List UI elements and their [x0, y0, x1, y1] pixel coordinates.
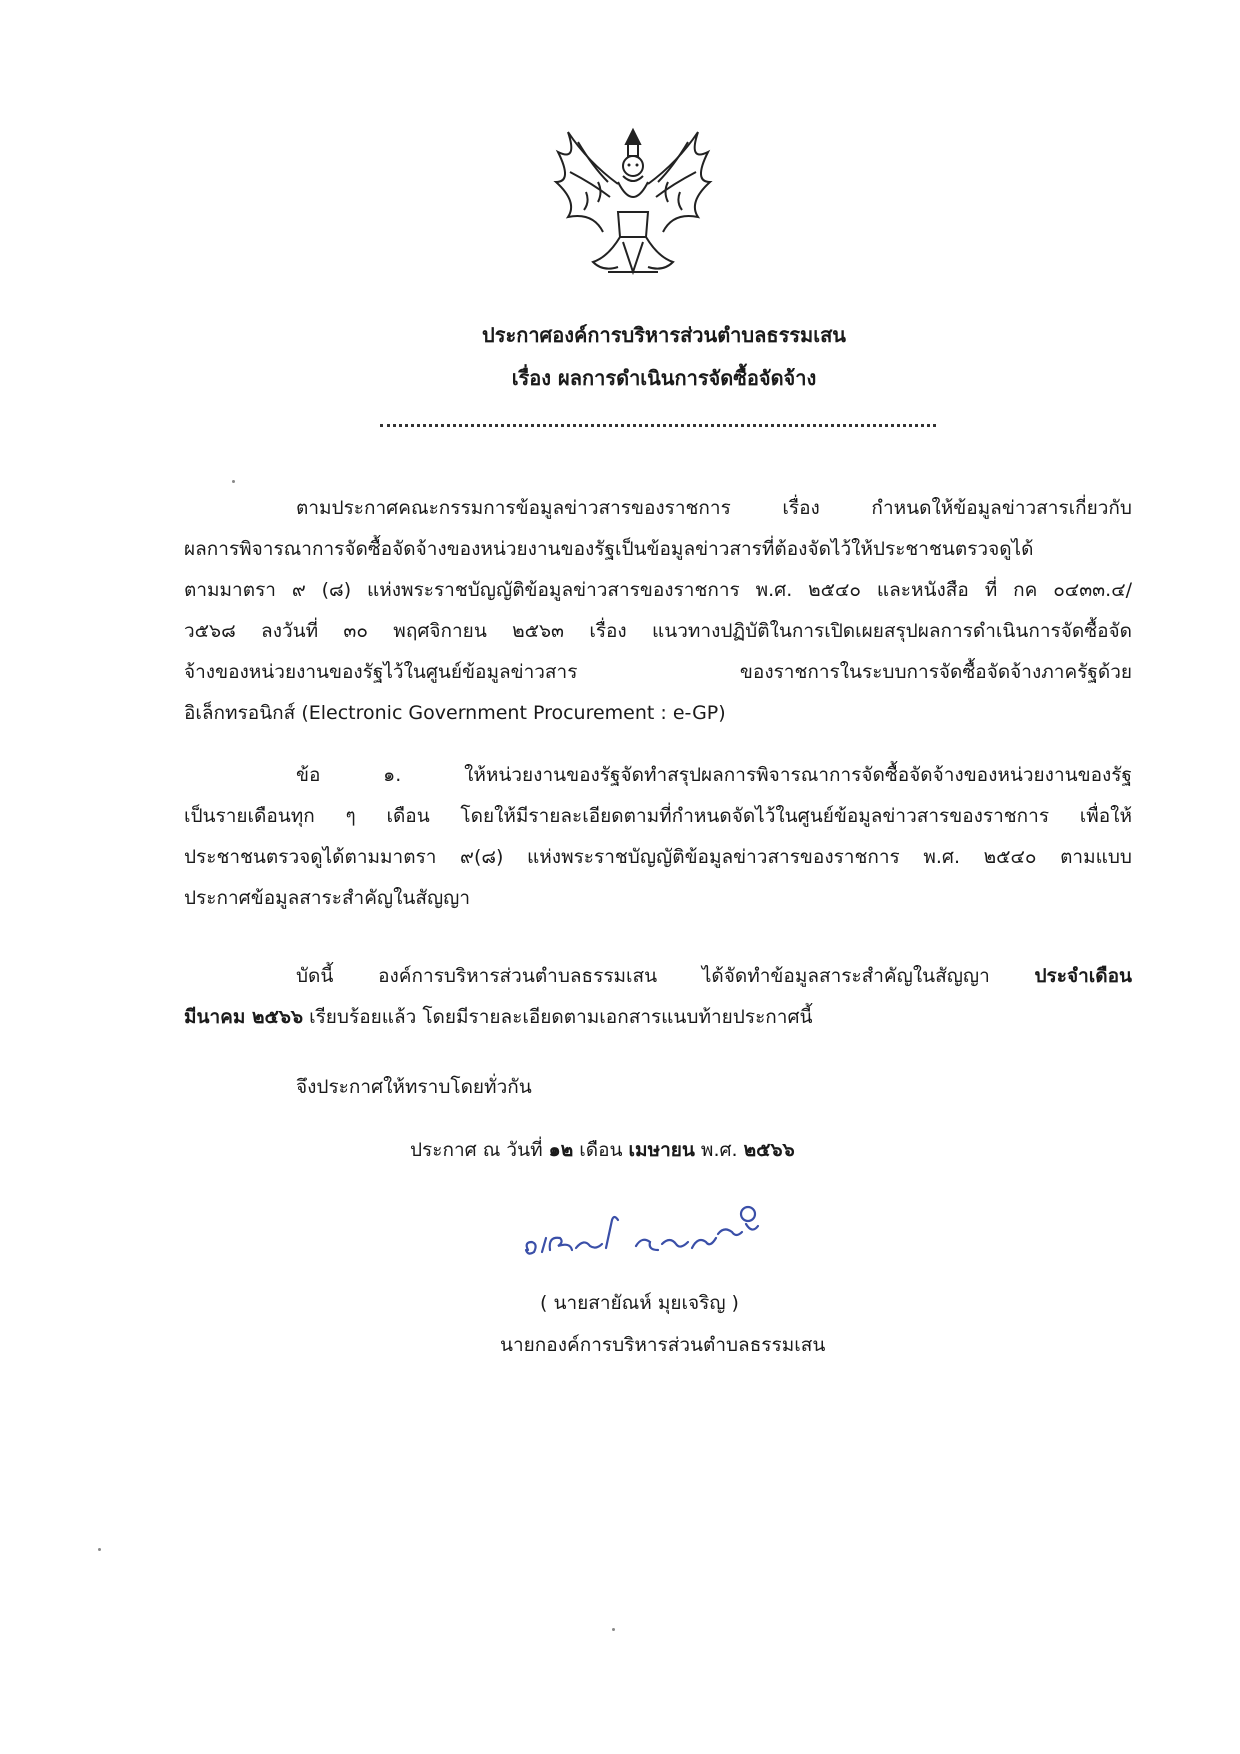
month-label-bold: ประจำเดือน [1034, 965, 1132, 987]
date-year-label: พ.ศ. [694, 1139, 744, 1161]
date-day: ๑๒ [548, 1139, 574, 1161]
scan-speck [98, 1548, 101, 1551]
signer-title: นายกองค์การบริหารส่วนตำบลธรรมเสน [500, 1334, 826, 1356]
date-month: เมษายน [628, 1139, 695, 1161]
date-month-label: เดือน [573, 1139, 629, 1161]
handwritten-signature [520, 1198, 810, 1278]
paragraph-line: ผลการพิจารณาการจัดซื้อจัดจ้างของหน่วยงานของรัฐเป็นข้อมูลข่าวสารที่ต้องจัดไว้ให้ประชาชนตรวจดูได้ [184, 538, 1034, 560]
paragraph-2 [184, 755, 1132, 919]
paragraph-line: ตามมาตรา ๙ (๘) แห่งพระราชบัญญัติข้อมูลข่าวสารของราชการ พ.ศ. ๒๕๔๐ และหนังสือ ที่ กค ๐๔๓๓.๔/ [184, 579, 1132, 601]
dotted-divider [380, 410, 936, 427]
paragraph-line [184, 956, 1132, 997]
paragraph-line: ข้อ ๑. ให้หน่วยงานของรัฐจัดทำสรุปผลการพิจารณาการจัดซื้อจัดจ้างของหน่วยงานของรัฐ [296, 764, 1132, 786]
date-year: ๒๕๖๖ [743, 1139, 795, 1161]
paragraph-line: ตามประกาศคณะกรรมการข้อมูลข่าวสารของราชการ เรื่อง กำหนดให้ข้อมูลข่าวสารเกี่ยวกับ [296, 497, 1132, 519]
announcement-date [410, 1130, 1010, 1171]
paragraph-line: จ้างของหน่วยงานของรัฐไว้ในศูนย์ข้อมูลข่าวสาร ของราชการในระบบการจัดซื้อจัดจ้างภาครัฐด้วย [184, 661, 1132, 683]
scan-speck [612, 1628, 615, 1631]
date-prefix: ประกาศ ณ วันที่ [410, 1139, 549, 1161]
paragraph-4: จึงประกาศให้ทราบโดยทั่วกัน [296, 1076, 532, 1098]
paragraph-text: บัดนี้ องค์การบริหารส่วนตำบลธรรมเสน ได้จัดทำข้อมูลสาระสำคัญในสัญญา [296, 965, 1035, 987]
scan-speck [232, 480, 235, 483]
announcement-title: ประกาศองค์การบริหารส่วนตำบลธรรมเสน [482, 323, 846, 347]
month-year-bold: มีนาคม ๒๕๖๖ [184, 1006, 304, 1028]
signer-name: ( นายสายัณห์ มุยเจริญ ) [540, 1292, 739, 1314]
garuda-emblem-icon [548, 122, 718, 284]
paragraph-line: ประกาศข้อมูลสาระสำคัญในสัญญา [184, 887, 471, 909]
paragraph-text: เรียบร้อยแล้ว โดยมีรายละเอียดตามเอกสารแนบท้ายประกาศนี้ [303, 1006, 813, 1028]
paragraph-3 [184, 956, 1132, 1038]
paragraph-line [184, 997, 1132, 1038]
announcement-subject: เรื่อง ผลการดำเนินการจัดซื้อจัดจ้าง [511, 366, 817, 390]
paragraph-line: ว๕๖๘ ลงวันที่ ๓๐ พฤศจิกายน ๒๕๖๓ เรื่อง แนวทางปฏิบัติในการเปิดเผยสรุปผลการดำเนินการจัดซื้อจัด [184, 620, 1132, 642]
paragraph-line: ประชาชนตรวจดูได้ตามมาตรา ๙(๘) แห่งพระราชบัญญัติข้อมูลข่าวสารของราชการ พ.ศ. ๒๕๔๐ ตามแบบ [184, 846, 1132, 868]
paragraph-line: เป็นรายเดือนทุก ๆ เดือน โดยให้มีรายละเอียดตามที่กำหนดจัดไว้ในศูนย์ข้อมูลข่าวสารของราชการ เพื่อให้ [184, 805, 1132, 827]
paragraph-line: อิเล็กทรอนิกส์ (Electronic Government Procurement : e-GP) [184, 702, 726, 724]
paragraph-1 [184, 488, 1132, 734]
